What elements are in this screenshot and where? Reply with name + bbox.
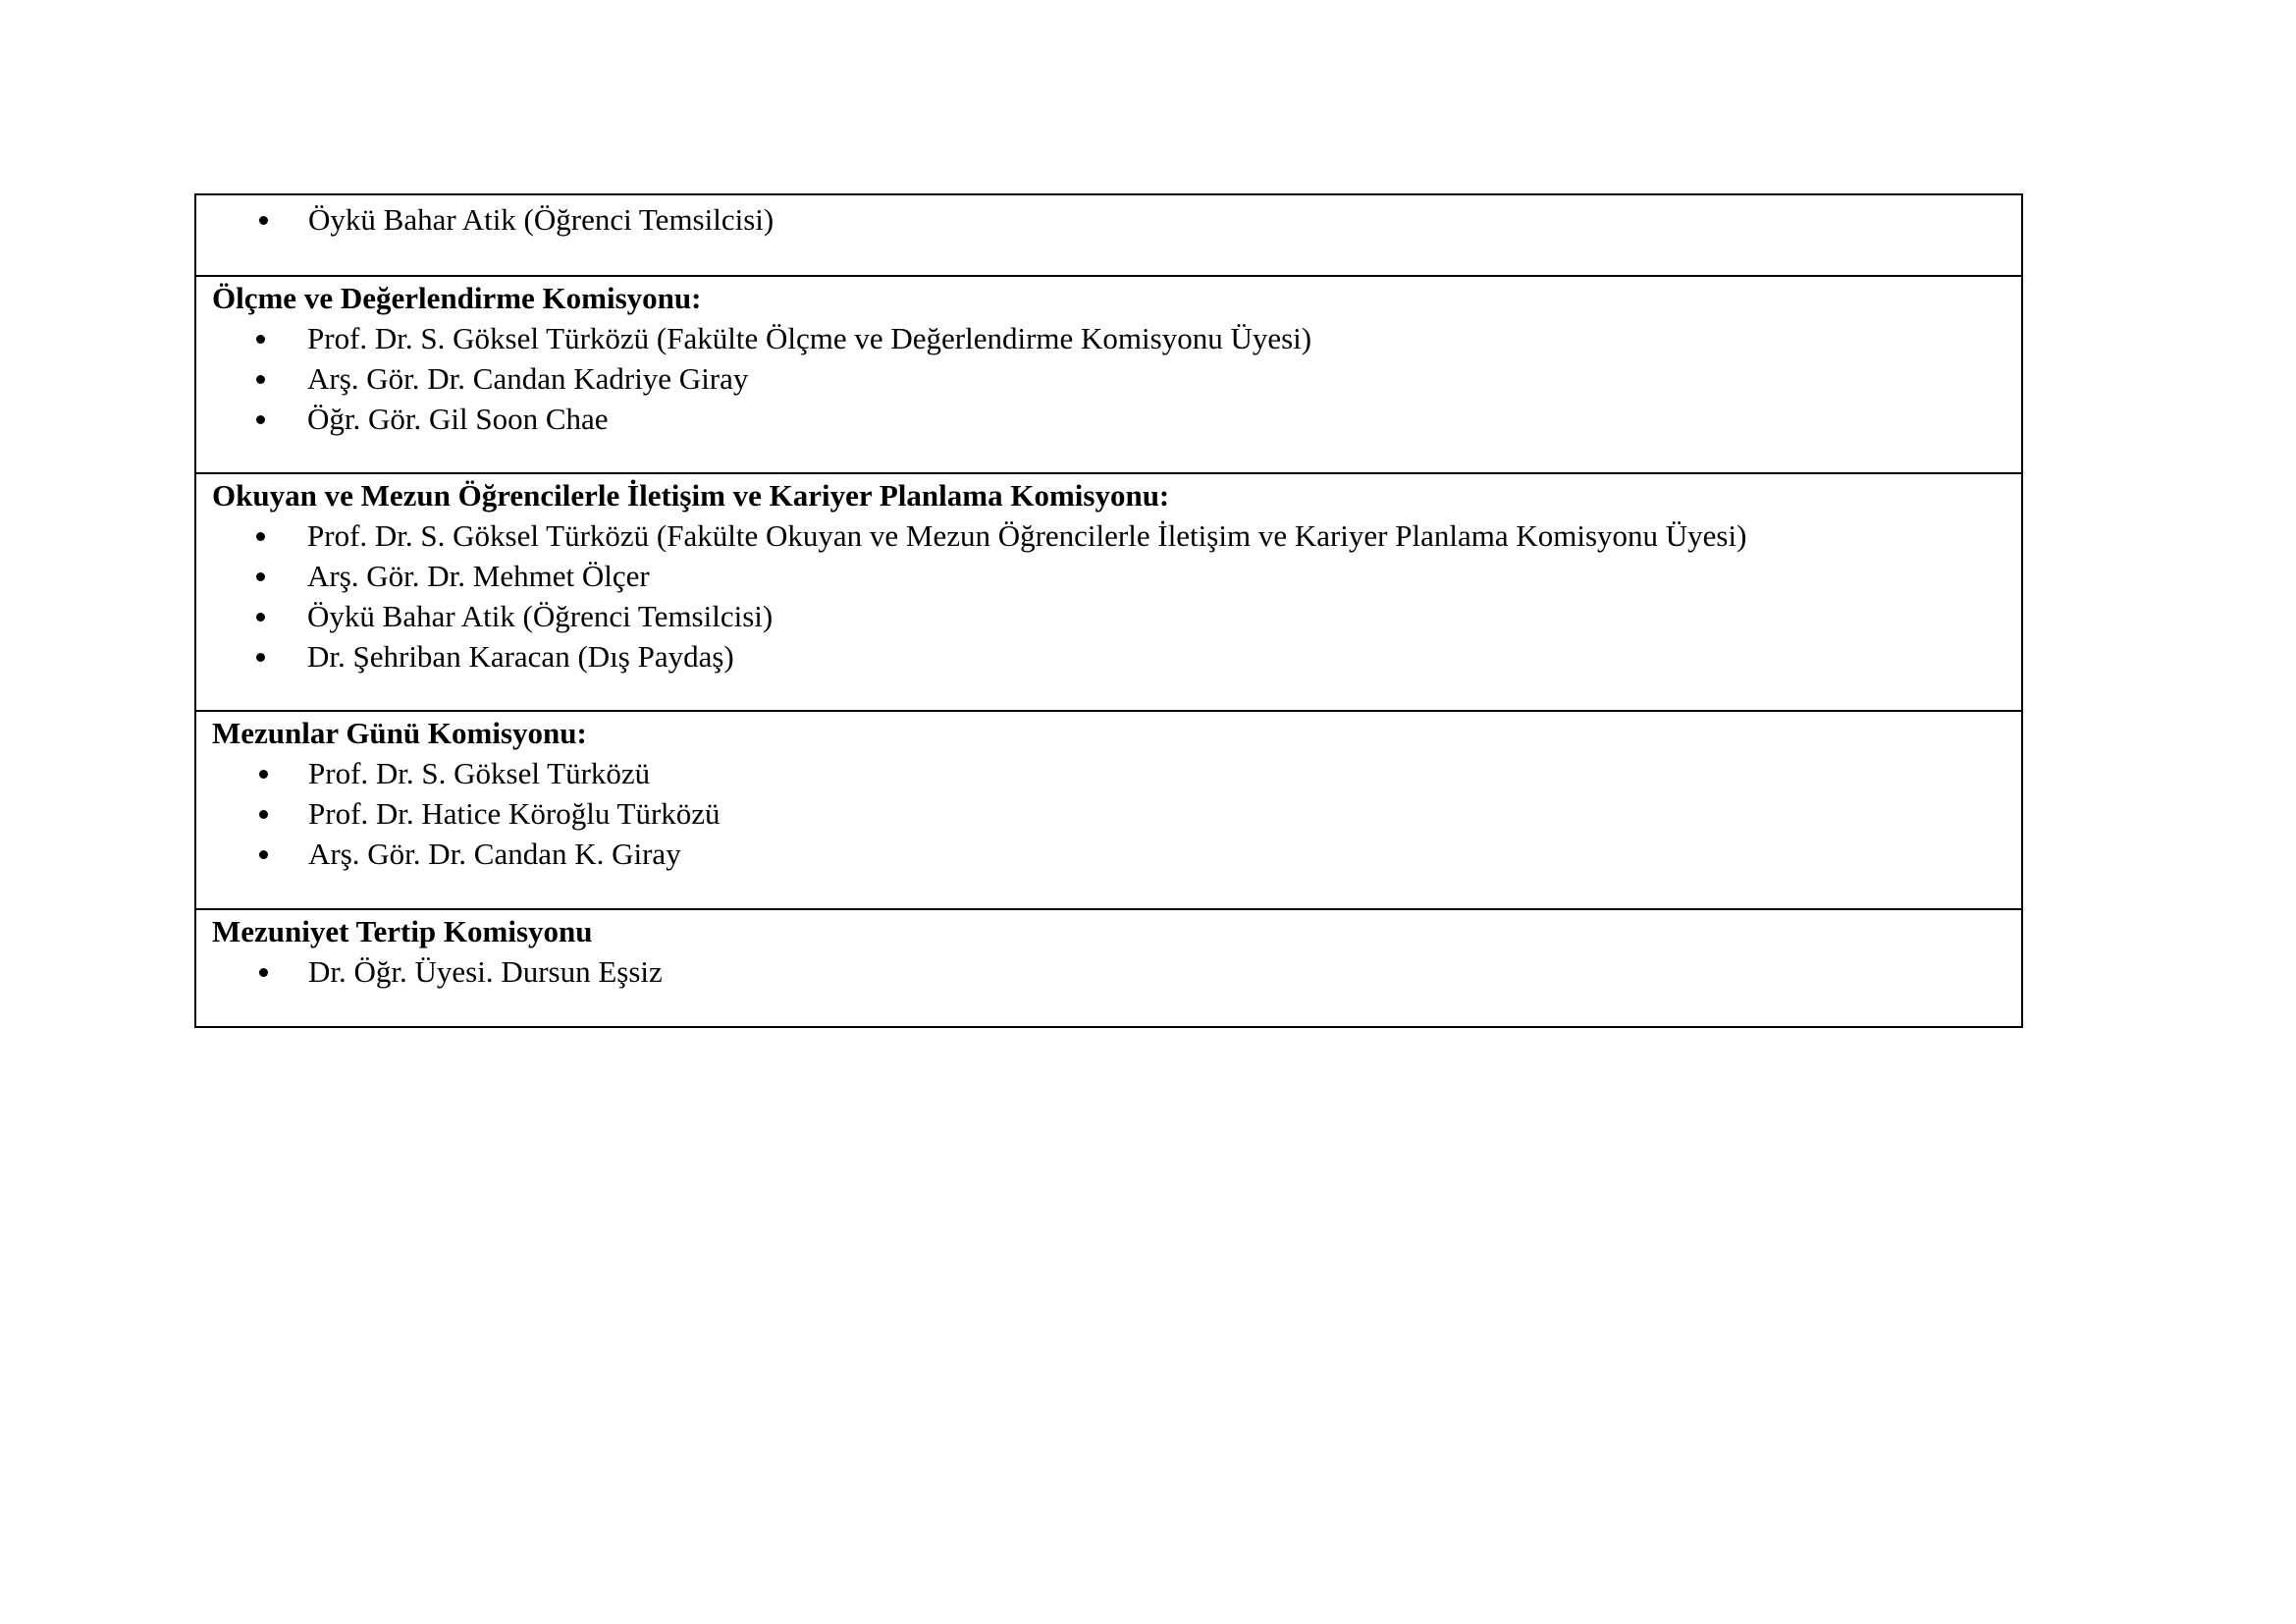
member-item: Prof. Dr. Hatice Köroğlu Türközü: [212, 793, 2005, 834]
member-item: Arş. Gör. Dr. Candan Kadriye Giray: [212, 358, 2005, 399]
member-item: Öğr. Gör. Gil Soon Chae: [212, 399, 2005, 439]
member-list: [212, 753, 2005, 874]
member-item: Öykü Bahar Atik (Öğrenci Temsilcisi): [212, 596, 2005, 636]
member-item: Dr. Şehriban Karacan (Dış Paydaş): [212, 636, 2005, 677]
committee-row: [196, 277, 2021, 474]
member-item: Arş. Gör. Dr. Candan K. Giray: [212, 834, 2005, 874]
committee-row: [196, 712, 2021, 910]
committee-title: Mezuniyet Tertip Komisyonu: [212, 914, 593, 948]
member-item: Öykü Bahar Atik (Öğrenci Temsilcisi): [212, 199, 2005, 240]
member-item: Prof. Dr. S. Göksel Türközü (Fakülte Ölçme ve Değerlendirme Komisyonu Üyesi): [212, 318, 2005, 358]
member-list: [212, 515, 2005, 677]
member-list: [212, 951, 2005, 992]
committee-row: [196, 195, 2021, 277]
committee-row: [196, 474, 2021, 712]
committee-title: Okuyan ve Mezun Öğrencilerle İletişim ve Kariyer Planlama Komisyonu:: [212, 478, 1170, 513]
committee-row: [196, 910, 2021, 1026]
committee-table: [194, 193, 2023, 1028]
member-item: Prof. Dr. S. Göksel Türközü: [212, 753, 2005, 793]
committee-title: Ölçme ve Değerlendirme Komisyonu:: [212, 281, 702, 315]
member-list: [212, 199, 2005, 240]
member-item: Arş. Gör. Dr. Mehmet Ölçer: [212, 556, 2005, 596]
member-item: Prof. Dr. S. Göksel Türközü (Fakülte Okuyan ve Mezun Öğrencilerle İletişim ve Kariyer Planlama Komisyonu Üyesi): [212, 515, 2005, 556]
member-list: [212, 318, 2005, 439]
member-item: Dr. Öğr. Üyesi. Dursun Eşsiz: [212, 951, 2005, 992]
committee-title: Mezunlar Günü Komisyonu:: [212, 716, 587, 750]
